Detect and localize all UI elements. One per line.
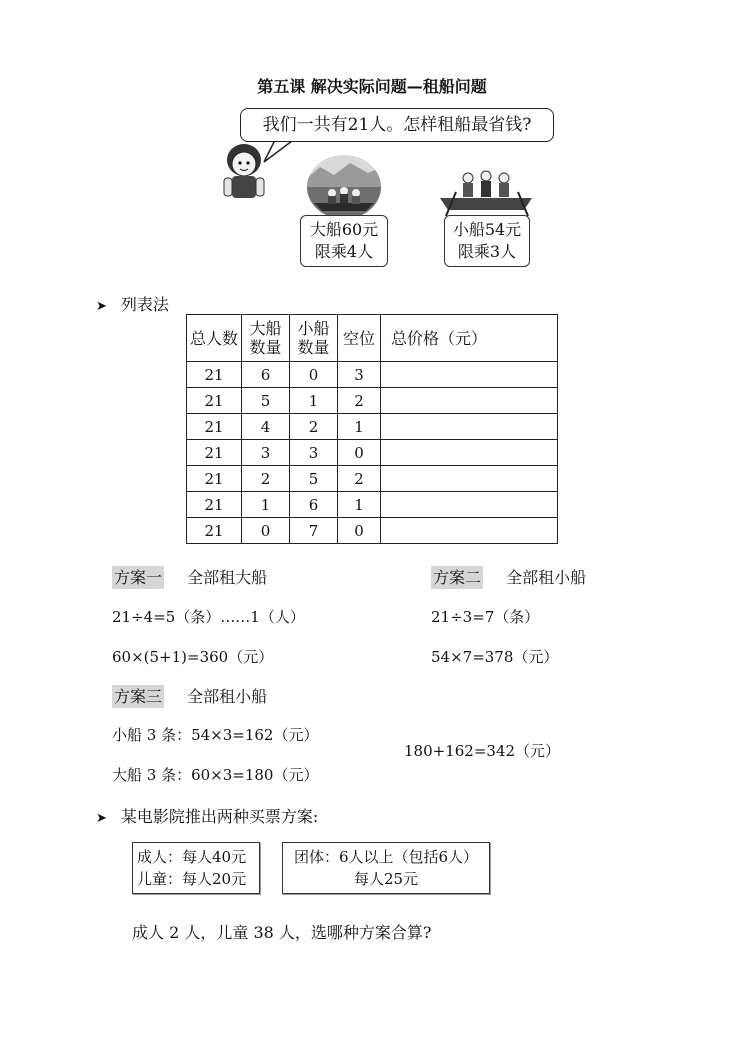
- cell: 2: [290, 414, 338, 440]
- big-boat-capacity: 限乘4人: [314, 242, 374, 261]
- arrow-bullet-icon: ➤: [96, 299, 107, 314]
- cell: 21: [187, 518, 242, 544]
- table-row: [187, 492, 558, 518]
- cell: 1: [338, 492, 381, 518]
- cell: 1: [338, 414, 381, 440]
- plan2-desc: 全部租小船: [506, 568, 587, 587]
- cell: 21: [187, 362, 242, 388]
- table-row: [187, 388, 558, 414]
- cell: [381, 440, 558, 466]
- big-boat-price: 大船60元: [309, 220, 379, 239]
- girl-illustration: [214, 140, 270, 204]
- plan2-calc1: 21÷3=7（条）: [431, 608, 540, 626]
- cell: [381, 362, 558, 388]
- plan3-calc2: 大船 3 条：60×3=180（元）: [112, 766, 319, 784]
- page-title: 第五课 解决实际问题—租船问题: [257, 77, 487, 96]
- cell: 1: [242, 492, 290, 518]
- table-row: [187, 362, 558, 388]
- cell: 1: [290, 388, 338, 414]
- cell: 5: [242, 388, 290, 414]
- cell: 0: [338, 518, 381, 544]
- plan1-desc: 全部租大船: [187, 568, 268, 587]
- arrow-bullet-icon: ➤: [96, 811, 107, 826]
- cell: 3: [290, 440, 338, 466]
- ticket-adult-price: 成人：每人40元: [137, 848, 247, 866]
- header-empty-seats: 空位: [338, 315, 381, 362]
- cell: 5: [290, 466, 338, 492]
- speech-bubble: 我们一共有21人。怎样租船最省钱?: [240, 108, 554, 142]
- ticket-plan-group: [282, 842, 490, 894]
- plan2-tag: 方案二: [433, 568, 482, 587]
- section-list-method-label: 列表法: [120, 295, 169, 314]
- section-cinema-label: 某电影院推出两种买票方案:: [120, 807, 319, 826]
- cell: [381, 414, 558, 440]
- ticket-child-price: 儿童：每人20元: [137, 870, 247, 888]
- table-header-row: [187, 315, 558, 362]
- cell: [381, 388, 558, 414]
- rental-table: [186, 314, 558, 544]
- cell: [381, 518, 558, 544]
- plan2-calc2: 54×7=378（元）: [431, 648, 559, 666]
- plan3-tag: 方案三: [114, 687, 163, 706]
- plan2-heading: [431, 565, 586, 588]
- cell: 2: [338, 466, 381, 492]
- cell: 2: [338, 388, 381, 414]
- cell: 3: [242, 440, 290, 466]
- cell: 21: [187, 492, 242, 518]
- header-small-boat-count: 小船 数量: [290, 315, 338, 362]
- plan1-calc2: 60×(5+1)=360（元）: [112, 648, 274, 666]
- cell: 0: [338, 440, 381, 466]
- ticket-group-condition: 团体：6人以上（包括6人）: [293, 848, 479, 866]
- header-total-people: 总人数: [187, 315, 242, 362]
- plan3-heading: [112, 684, 267, 707]
- plan1-heading: [112, 565, 267, 588]
- cell: 0: [242, 518, 290, 544]
- cell: 21: [187, 440, 242, 466]
- ticket-group-price: 每人25元: [353, 870, 419, 888]
- header-total-price: 总价格（元）: [381, 315, 558, 362]
- cell: 21: [187, 466, 242, 492]
- plan1-tag: 方案一: [114, 568, 163, 587]
- cell: 4: [242, 414, 290, 440]
- cell: 6: [242, 362, 290, 388]
- table-row: [187, 518, 558, 544]
- cell: 2: [242, 466, 290, 492]
- cell: 21: [187, 388, 242, 414]
- table-row: [187, 414, 558, 440]
- big-boat-illustration: [306, 153, 382, 217]
- big-boat-card: [300, 215, 388, 267]
- cell: 21: [187, 414, 242, 440]
- plan3-total: 180+162=342（元）: [404, 742, 561, 760]
- small-boat-price: 小船54元: [452, 220, 522, 239]
- plan1-calc1: 21÷4=5（条）……1（人）: [112, 608, 305, 626]
- small-boat-capacity: 限乘3人: [457, 242, 517, 261]
- header-big-boat-count: 大船 数量: [242, 315, 290, 362]
- cell: [381, 466, 558, 492]
- small-boat-card: [444, 215, 530, 267]
- ticket-plan-individual: [132, 842, 260, 894]
- table-row: [187, 466, 558, 492]
- cell: 0: [290, 362, 338, 388]
- cell: 7: [290, 518, 338, 544]
- section-cinema: [96, 804, 318, 827]
- small-boat-illustration: [438, 166, 534, 220]
- section-list-method: [96, 292, 169, 315]
- cell: [381, 492, 558, 518]
- table-row: [187, 440, 558, 466]
- plan3-calc1: 小船 3 条：54×3=162（元）: [112, 726, 319, 744]
- cell: 3: [338, 362, 381, 388]
- question: 成人 2 人，儿童 38 人，选哪种方案合算?: [132, 923, 432, 942]
- cell: 6: [290, 492, 338, 518]
- plan3-desc: 全部租小船: [187, 687, 268, 706]
